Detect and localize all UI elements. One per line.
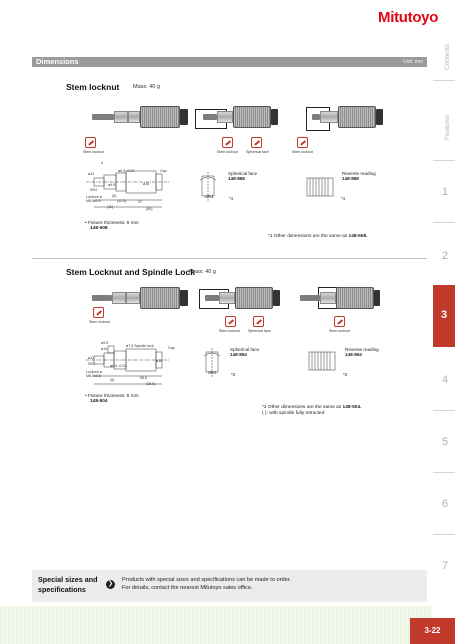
- footnote-code: 148-504.: [342, 405, 362, 410]
- fixture-label: • Fixture thickness: 6 mm: [85, 221, 139, 226]
- stem-locknut-icon: [297, 137, 308, 148]
- sidebar-chapter-3-label: 3: [440, 309, 448, 321]
- dim-label: ø9.5: [101, 341, 109, 345]
- dim-label: SR4: [205, 194, 214, 199]
- dim-label: (5): [112, 194, 117, 198]
- sidebar-divider: [433, 222, 455, 223]
- dim-label: ø6.5 -0.02: [118, 169, 135, 173]
- page-number: 3-22: [424, 626, 441, 635]
- icon-label: Stem locknut: [217, 150, 238, 154]
- sidebar-chapter-3-active[interactable]: [433, 285, 455, 347]
- fixture-code: 148-508: [90, 226, 108, 231]
- fixture-label: • Fixture thickness: 6 mm: [85, 394, 139, 399]
- mitutoyo-logo: Mitutoyo: [378, 9, 439, 26]
- footnote-text: ( ): with spindle fully retracted: [262, 411, 325, 416]
- variant-name: Spherical face: [230, 347, 260, 352]
- section-divider: [32, 258, 427, 259]
- footnote-code: 148-508.: [348, 234, 368, 239]
- dim-label: SR4: [208, 370, 217, 375]
- icon-label: Spherical face: [248, 329, 271, 333]
- spherical-face-drawing: [200, 348, 226, 382]
- footer-band: [0, 606, 432, 644]
- dim-label: (12.5): [117, 199, 127, 203]
- variant-code: 148-868: [342, 176, 359, 182]
- micrometer-head-photo: [300, 286, 380, 310]
- dim-label: Cap: [168, 346, 175, 350]
- dim-label: ø16: [156, 359, 163, 363]
- dim-label: 4: [101, 161, 103, 165]
- section1-title: Stem locknut: [66, 82, 120, 92]
- section2-mass: Mass: 40 g: [189, 269, 216, 275]
- sidebar-divider: [433, 534, 455, 535]
- variant-reverse-label: [345, 347, 379, 358]
- dim-label: Cap: [160, 169, 167, 173]
- spherical-face-icon: [253, 316, 264, 327]
- sidebar-chapter-4[interactable]: 4: [441, 374, 449, 386]
- dim-label: ø12: [88, 356, 95, 360]
- section2-title: Stem Locknut and Spindle Lock: [66, 267, 195, 277]
- dim-label: (50): [146, 207, 153, 211]
- variant-code: 148-858: [228, 176, 245, 182]
- micrometer-head-photo: [92, 286, 192, 310]
- icon-label: Spherical face: [246, 150, 269, 154]
- sidebar-divider: [433, 160, 455, 161]
- sidebar-chapter-5[interactable]: 5: [441, 436, 449, 448]
- variant-reverse-label: [342, 171, 376, 182]
- icon-label: Stem locknut: [292, 150, 313, 154]
- spherical-face-icon: [251, 137, 262, 148]
- footnote-mark: *2: [231, 372, 236, 377]
- sidebar-chapter-6[interactable]: 6: [441, 498, 449, 510]
- spherical-face-drawing: [196, 172, 222, 206]
- dim-label: Locknut ø: [86, 370, 102, 374]
- variant-spherical-label: [228, 171, 257, 182]
- icon-label: Stem locknut: [89, 320, 110, 324]
- dim-label: ø16: [143, 182, 150, 186]
- footnote-text: *1 Other dimensions are the same as: [268, 234, 349, 239]
- variant-code: 148-864: [345, 352, 362, 358]
- sidebar-divider: [433, 410, 455, 411]
- dim-label: SR4: [88, 362, 95, 366]
- arrow-right-icon: ❯: [107, 581, 114, 587]
- dim-label: (36.6): [146, 382, 156, 386]
- icon-label: Stem locknut: [83, 150, 104, 154]
- stem-locknut-icon: [93, 307, 104, 318]
- micrometer-head-photo: [92, 105, 192, 129]
- footnote-mark: *2: [343, 372, 348, 377]
- stem-locknut-icon: [334, 316, 345, 327]
- sidebar-divider: [433, 472, 455, 473]
- variant-name: Reverse reading: [342, 171, 376, 176]
- fixture-code: 148-504: [90, 399, 108, 404]
- special-heading: [38, 575, 98, 595]
- dim-label: SR4: [90, 188, 97, 192]
- dim-label: ø7.5 Spindle lock: [126, 344, 154, 348]
- stem-locknut-icon: [222, 137, 233, 148]
- sidebar-chapter-1[interactable]: 1: [441, 186, 449, 198]
- fixture-thickness-note: [85, 221, 139, 231]
- section1-footnote: [268, 234, 367, 239]
- sidebar-divider: [433, 80, 455, 81]
- footnote-text: *2 Other dimensions are the same as: [262, 405, 343, 410]
- variant-code: 148-854: [230, 352, 247, 358]
- dim-label: (5): [110, 378, 115, 382]
- micrometer-head-photo: [205, 286, 285, 310]
- sidebar-chapter-2[interactable]: 2: [441, 250, 449, 262]
- dim-label: ø9.5: [108, 183, 116, 187]
- sidebar-features[interactable]: Features: [444, 114, 451, 140]
- unit-label: Unit: mm: [403, 59, 423, 65]
- special-heading-line: specifications: [38, 585, 86, 594]
- micrometer-head-photo: [203, 105, 283, 129]
- page-number-badge: [410, 618, 455, 644]
- dim-label: Locknut ø: [86, 195, 102, 199]
- variant-spherical-label: [230, 347, 259, 358]
- special-text: [122, 576, 291, 592]
- footnote-mark: *1: [341, 196, 346, 201]
- dim-label: ø12: [88, 172, 95, 176]
- special-text-line: Products with special sizes and specifications can be made to order.: [122, 577, 291, 583]
- section2-footnote: [262, 405, 361, 417]
- variant-name: Spherical face: [228, 171, 258, 176]
- footnote-mark: *1: [229, 196, 234, 201]
- special-sizes-box: [32, 570, 427, 602]
- fixture-thickness-note: [85, 394, 139, 404]
- reverse-reading-drawing: [304, 172, 338, 202]
- dimensions-header-bar: [32, 57, 427, 67]
- micrometer-head-photo: [312, 105, 387, 129]
- sidebar-chapter-7[interactable]: 7: [441, 560, 449, 572]
- dim-label: (11): [107, 205, 114, 209]
- stem-locknut-icon: [85, 137, 96, 148]
- icon-label: Stem locknut: [329, 329, 350, 333]
- dim-label: M8.5x0.5: [86, 374, 101, 378]
- sidebar-contents[interactable]: Contents: [444, 43, 451, 70]
- stem-locknut-icon: [225, 316, 236, 327]
- dim-label: ø14: [101, 347, 108, 351]
- reverse-reading-drawing: [306, 346, 340, 376]
- icon-label: Stem locknut: [219, 329, 240, 333]
- dim-label: 65.6: [140, 376, 147, 380]
- dim-label: M8.5x0.5: [86, 199, 101, 203]
- special-text-line: For details, contact the nearest Mitutoyo sales office.: [122, 585, 253, 591]
- special-heading-line: Special sizes and: [38, 575, 98, 584]
- dim-label: 37: [138, 200, 142, 204]
- variant-name: Reverse reading: [345, 347, 379, 352]
- dimensions-title: Dimensions: [36, 57, 79, 66]
- dim-label: ø6.5 -0.02: [110, 364, 127, 368]
- section1-mass: Mass: 40 g: [133, 84, 160, 90]
